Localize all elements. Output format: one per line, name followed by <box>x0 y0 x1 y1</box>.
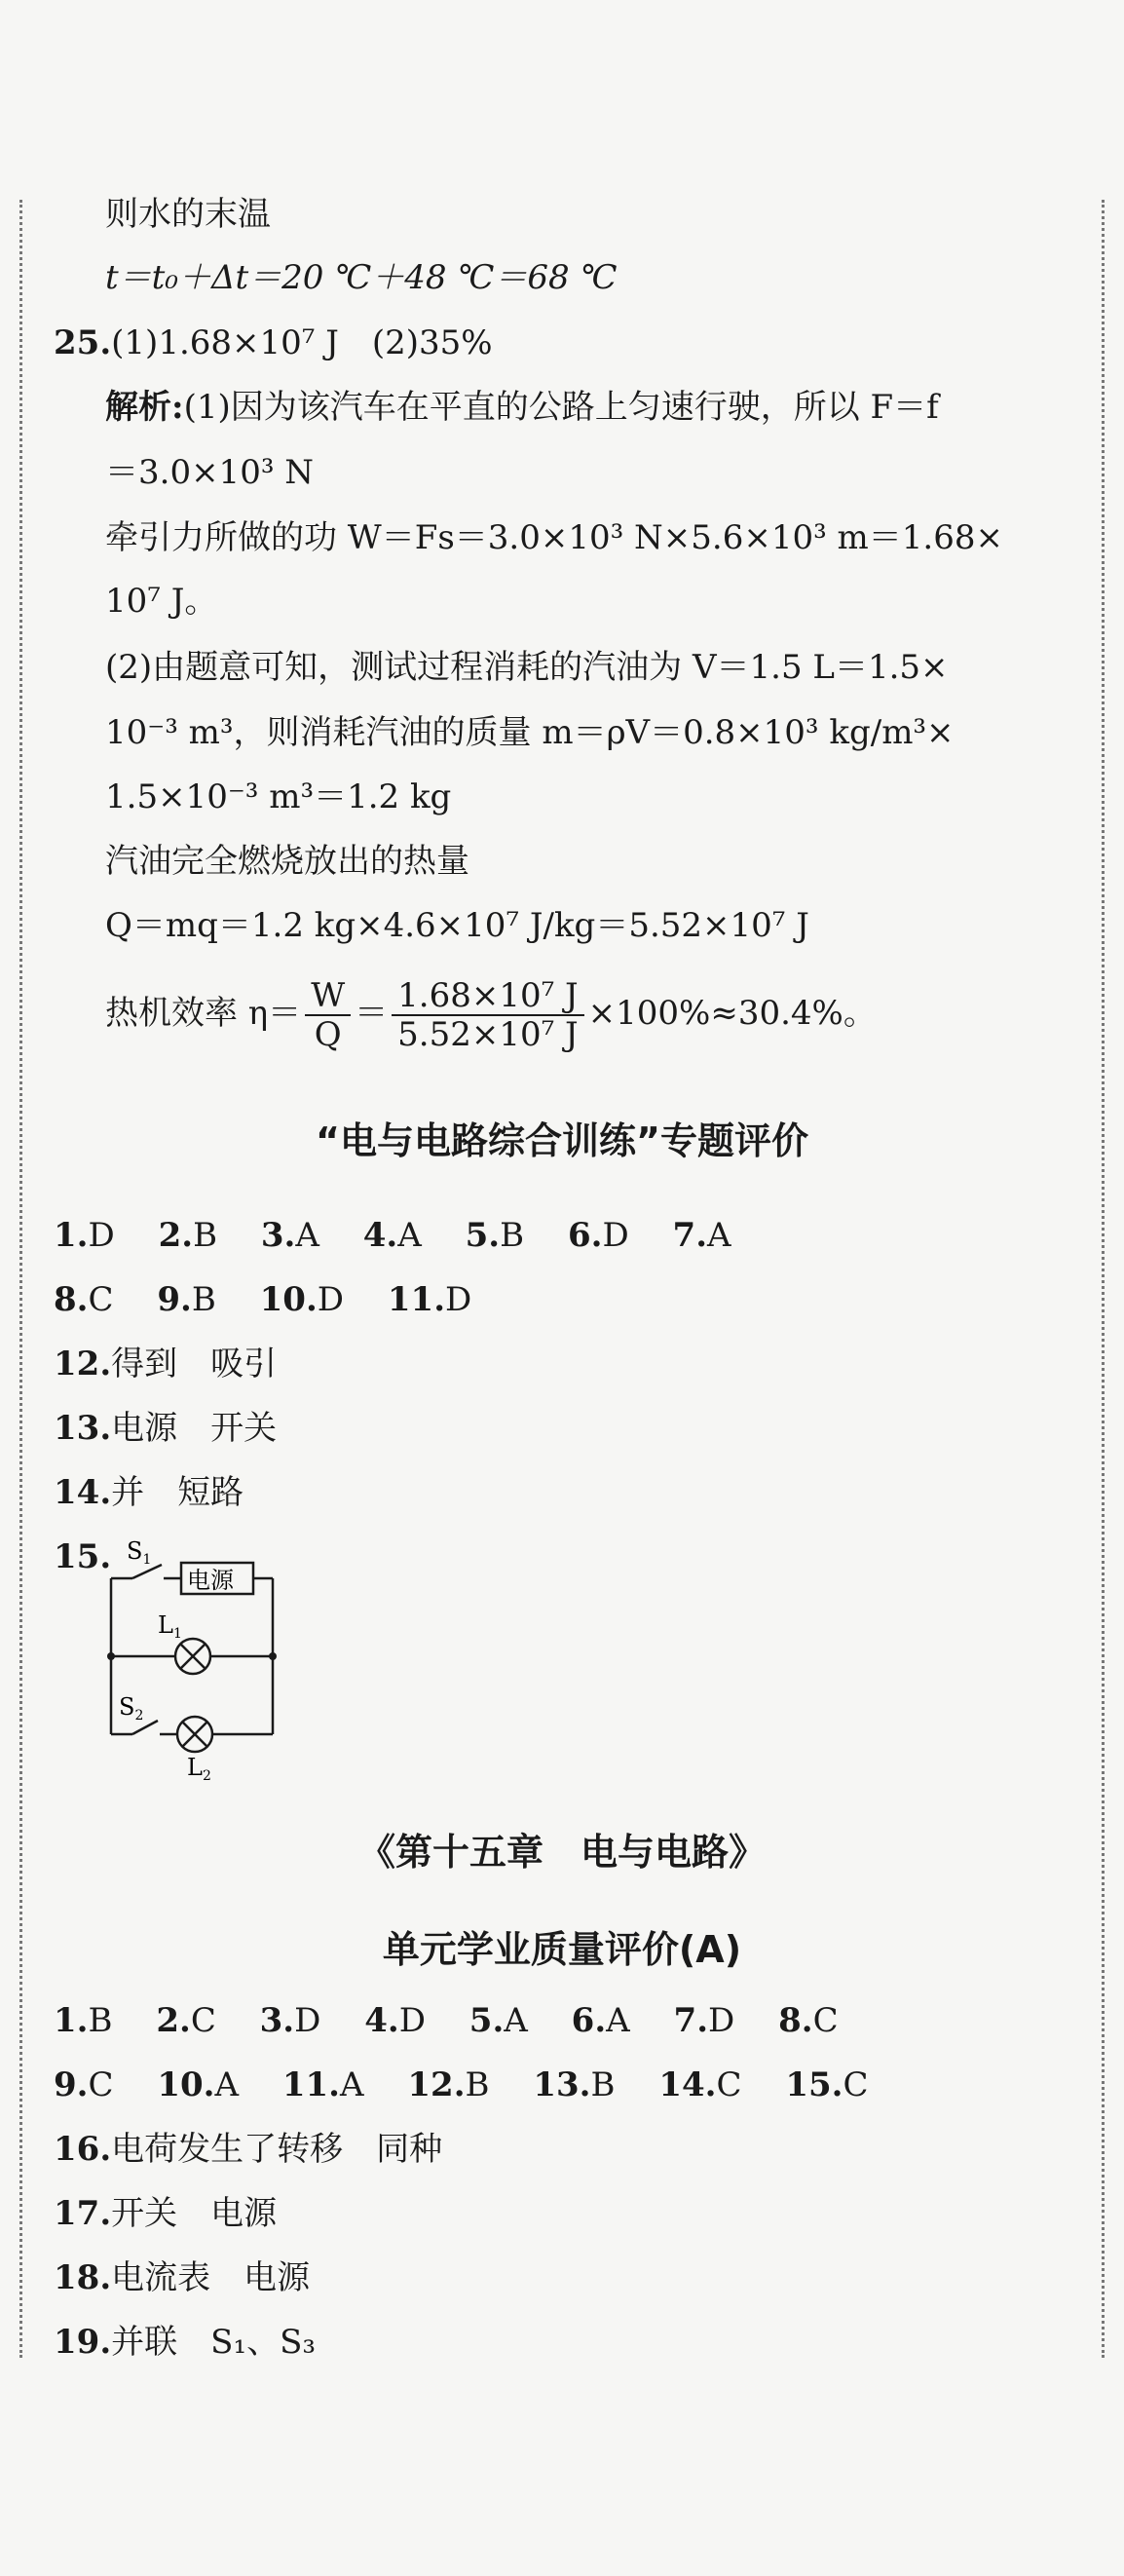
answer-item: 12.B <box>407 2065 490 2104</box>
q24-line-2: t＝t₀＋Δt＝20 ℃＋48 ℃＝68 ℃ <box>105 258 618 297</box>
q25-p3c: 1.5×10⁻³ m³＝1.2 kg <box>105 777 452 816</box>
switch-s2-label: $S_2$ <box>119 1693 144 1724</box>
fraction-w-over-q <box>305 977 351 1053</box>
fraction-values <box>392 977 584 1053</box>
answer-item: 2.C <box>156 2001 216 2040</box>
q25-p1b: ＝3.0×10³ N <box>105 453 315 492</box>
answer-item: 7.D <box>673 2001 735 2040</box>
answer-item: 5.A <box>468 2001 528 2040</box>
section1-q13: 13.电源 开关 <box>54 1409 278 1448</box>
q24-line-1: 则水的末温 <box>105 195 271 234</box>
frac-numerator-w: W <box>305 977 351 1016</box>
circuit-diagram <box>97 1530 292 1783</box>
q25-p3b: 10⁻³ m³，则消耗汽油的质量 m＝ρV＝0.8×10³ kg/m³× <box>105 713 955 752</box>
q25-p1a: (1)因为该汽车在平直的公路上匀速行驶，所以 F＝f <box>183 388 939 427</box>
q25-p6 <box>105 974 877 1053</box>
equals-sign: ＝ <box>355 994 389 1033</box>
section2-row1 <box>54 2001 872 2040</box>
answer-item: 7.A <box>672 1216 731 1255</box>
answer-item: 9.B <box>157 1280 216 1319</box>
lamp-l2-label: $L_2$ <box>187 1754 211 1783</box>
q25-p5: Q＝mq＝1.2 kg×4.6×10⁷ J/kg＝5.52×10⁷ J <box>105 906 809 945</box>
section1-q12: 12.得到 吸引 <box>54 1345 278 1383</box>
section1-title: “电与电路综合训练”专题评价 <box>316 1119 808 1162</box>
answer-item: 10.A <box>157 2065 240 2104</box>
q25-answer-text: (1)1.68×10⁷ J (2)35% <box>111 323 493 362</box>
section2-title: 《第十五章 电与电路》 <box>357 1831 766 1874</box>
answer-item: 3.D <box>259 2001 321 2040</box>
q25-p3a: (2)由题意可知，测试过程消耗的汽油为 V＝1.5 L＝1.5× <box>105 648 949 687</box>
q25-p2a: 牵引力所做的功 W＝Fs＝3.0×10³ N×5.6×10³ m＝1.68× <box>105 518 1003 557</box>
answer-item: 8.C <box>778 2001 839 2040</box>
analysis-label: 解析: <box>105 388 184 427</box>
lamp-l1-label: $L_1$ <box>158 1611 182 1642</box>
frac-denominator-q: Q <box>314 1015 342 1054</box>
q25-number: 25. <box>54 323 112 362</box>
answer-item: 14.C <box>658 2065 742 2104</box>
answer-item: 5.B <box>465 1216 525 1255</box>
answer-item: 1.D <box>54 1216 115 1255</box>
section2-q19: 19.并联 S₁、S₃ <box>54 2323 316 2362</box>
section1-row1 <box>54 1216 765 1255</box>
answer-item: 3.A <box>260 1216 319 1255</box>
answer-item: 8.C <box>54 1280 114 1319</box>
answer-item: 6.A <box>571 2001 630 2040</box>
section1-row2 <box>54 1280 505 1319</box>
answer-item: 9.C <box>54 2065 114 2104</box>
switch-s1-label: $S_1$ <box>127 1537 152 1568</box>
answer-item: 10.D <box>259 1280 345 1319</box>
answer-item: 2.B <box>158 1216 218 1255</box>
answer-item: 11.D <box>387 1280 472 1319</box>
section1-q15: 15. <box>54 1537 112 1576</box>
answer-item: 4.D <box>364 2001 426 2040</box>
answer-item: 13.B <box>533 2065 616 2104</box>
left-dotted-margin <box>19 200 22 2358</box>
frac-numerator-value: 1.68×10⁷ J <box>392 977 584 1016</box>
q25-analysis-1 <box>105 388 939 427</box>
answer-item: 11.A <box>281 2065 364 2104</box>
efficiency-suffix: ×100%≈30.4%。 <box>587 994 877 1033</box>
section2-subtitle: 单元学业质量评价(A) <box>382 1928 742 1971</box>
q25-p2b: 10⁷ J。 <box>105 582 218 621</box>
right-dotted-margin <box>1102 200 1105 2358</box>
section1-q14: 14.并 短路 <box>54 1473 244 1512</box>
answer-item: 4.A <box>362 1216 422 1255</box>
answer-item: 6.D <box>567 1216 629 1255</box>
q25-answer <box>54 323 493 362</box>
frac-denominator-value: 5.52×10⁷ J <box>397 1015 579 1054</box>
section2-q17: 17.开关 电源 <box>54 2194 278 2233</box>
answer-item: 15.C <box>785 2065 869 2104</box>
power-source-label: 电源 <box>187 1567 234 1594</box>
section2-q16: 16.电荷发生了转移 同种 <box>54 2130 443 2169</box>
efficiency-prefix: 热机效率 η＝ <box>105 994 302 1033</box>
answer-item: 1.B <box>54 2001 113 2040</box>
section2-q18: 18.电流表 电源 <box>54 2258 311 2297</box>
section2-row2 <box>54 2065 901 2104</box>
q25-p4: 汽油完全燃烧放出的热量 <box>105 842 469 881</box>
